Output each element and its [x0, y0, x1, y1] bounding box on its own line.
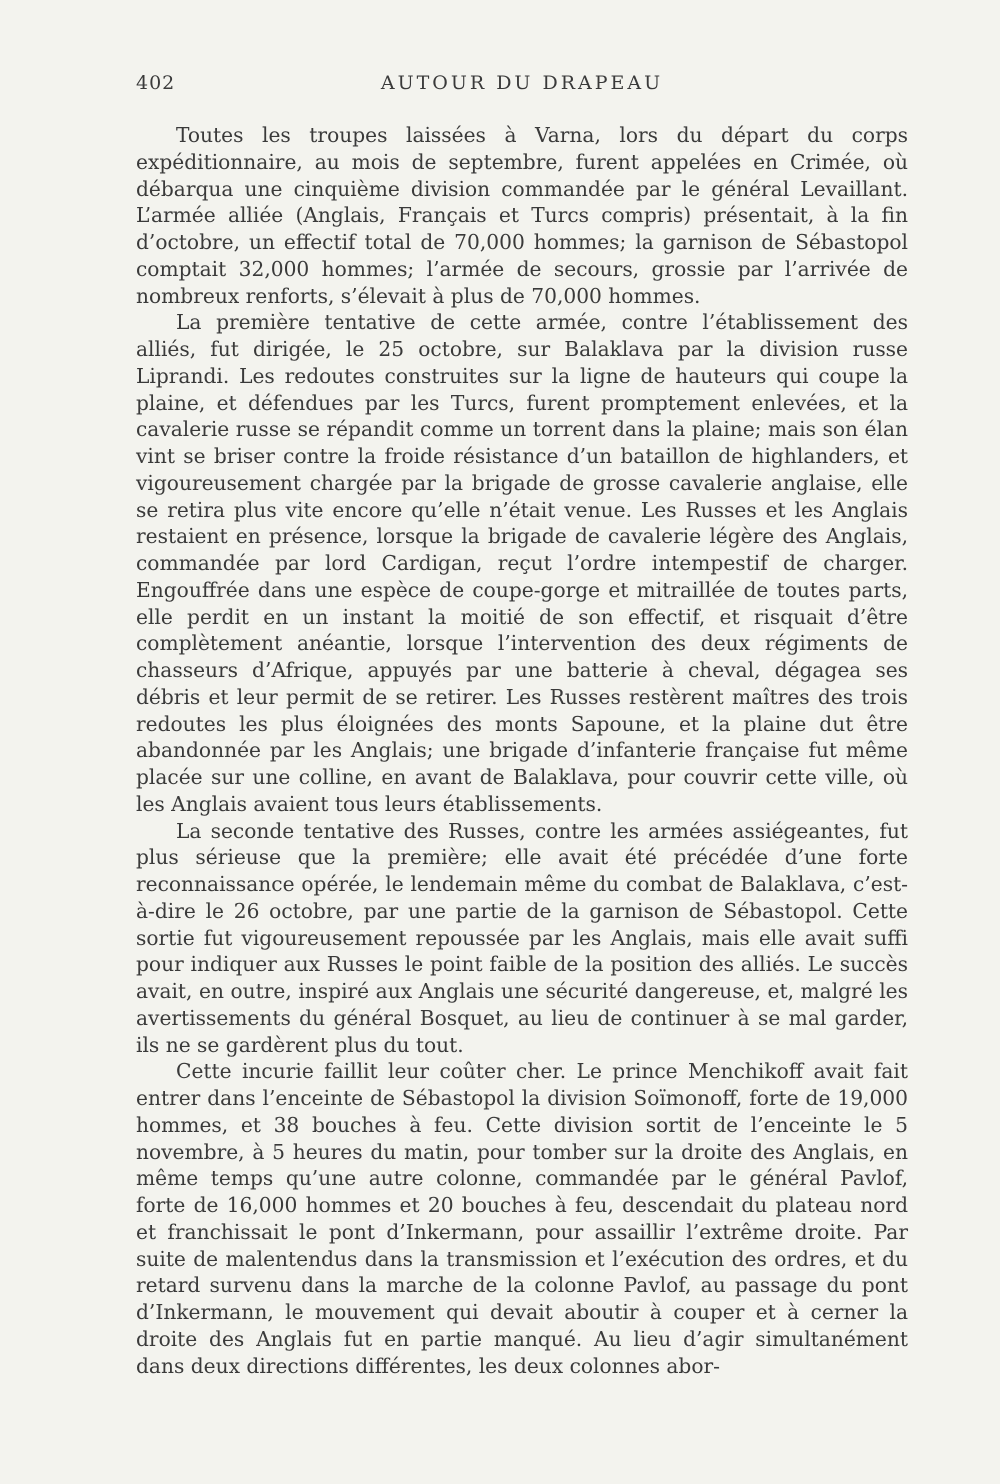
running-header — [136, 72, 908, 102]
paragraph: La première tentative de cette armée, contre l’établissement des alliés, fut dirigée, le 25 octobre, sur Balaklava par la division russe Liprandi. Les redoutes construites sur la ligne de hauteurs qui coupe la plaine, et défendues par les Turcs, furent promptement enlevées, et la cavalerie russe se répandit comme un torrent dans la plaine; mais son élan vint se briser contre la froide résistance d’un bataillon de highlanders, et vigoureusement chargée par la brigade de grosse cavalerie anglaise, elle se retira plus vite encore qu’elle n’était venue. Les Russes et les Anglais restaient en présence, lorsque la brigade de cavalerie légère des Anglais, commandée par lord Cardigan, reçut l’ordre intempestif de charger. Engouffrée dans une espèce de coupe-gorge et mitraillée de toutes parts, elle perdit en un instant la moitié de son effectif, et risquait d’être complètement anéantie, lorsque l’intervention des deux régiments de chasseurs d’Afrique, appuyés par une batterie à cheval, dégagea ses débris et leur permit de se retirer. Les Russes restèrent maîtres des trois redoutes les plus éloignées des monts Sapoune, et la plaine dut être abandonnée par les Anglais; une brigade d’infanterie française fut même placée sur une colline, en avant de Balaklava, pour couvrir cette ville, où les Anglais avaient tous leurs établissements. — [136, 310, 908, 816]
body-text — [136, 122, 908, 1379]
paragraph: La seconde tentative des Russes, contre les armées assiégeantes, fut plus sérieuse que la première; elle avait été précédée d’une forte reconnaissance opérée, le lendemain même du combat de Balaklava, c’est-à-dire le 26 octobre, par une partie de la garnison de Sébastopol. Cette sortie fut vigoureusement repoussée par les Anglais, mais elle avait suffi pour indiquer aux Russes le point faible de la position des alliés. Le succès avait, en outre, inspiré aux Anglais une sécurité dangereuse, et, malgré les avertissements du général Bosquet, au lieu de continuer à se mal garder, ils ne se gardèrent plus du tout. — [136, 818, 908, 1057]
page-number: 402 — [136, 72, 176, 94]
running-title: AUTOUR DU DRAPEAU — [380, 72, 664, 94]
paragraph: Cette incurie faillit leur coûter cher. Le prince Menchikoff avait fait entrer dans l’enceinte de Sébastopol la division Soïmonoff, forte de 19,000 hommes, et 38 bouches à feu. Cette division sortit de l’enceinte le 5 novembre, à 5 heures du matin, pour tomber sur la droite des Anglais, en même temps qu’une autre colonne, commandée par le général Pavlof, forte de 16,000 hommes et 20 bouches à feu, descendait du plateau nord et franchissait le pont d’Inkermann, pour assaillir l’extrême droite. Par suite de malentendus dans la transmission et l’exécution des ordres, et du retard survenu dans la marche de la colonne Pavlof, au passage du pont d’Inkermann, le mouvement qui devait aboutir à couper et à cerner la droite des Anglais fut en partie manqué. Au lieu d’agir simultanément dans deux directions différentes, les deux colonnes abor- — [136, 1059, 908, 1378]
paragraph: Toutes les troupes laissées à Varna, lors du départ du corps expéditionnaire, au mois de septembre, furent appelées en Crimée, où débarqua une cinquième division commandée par le général Levaillant. L’armée alliée (Anglais, Français et Turcs compris) présentait, à la fin d’octobre, un effectif total de 70,000 hommes; la garnison de Sébastopol comptait 32,000 hommes; l’armée de secours, grossie par l’arrivée de nombreux renforts, s’élevait à plus de 70,000 hommes. — [136, 123, 908, 308]
